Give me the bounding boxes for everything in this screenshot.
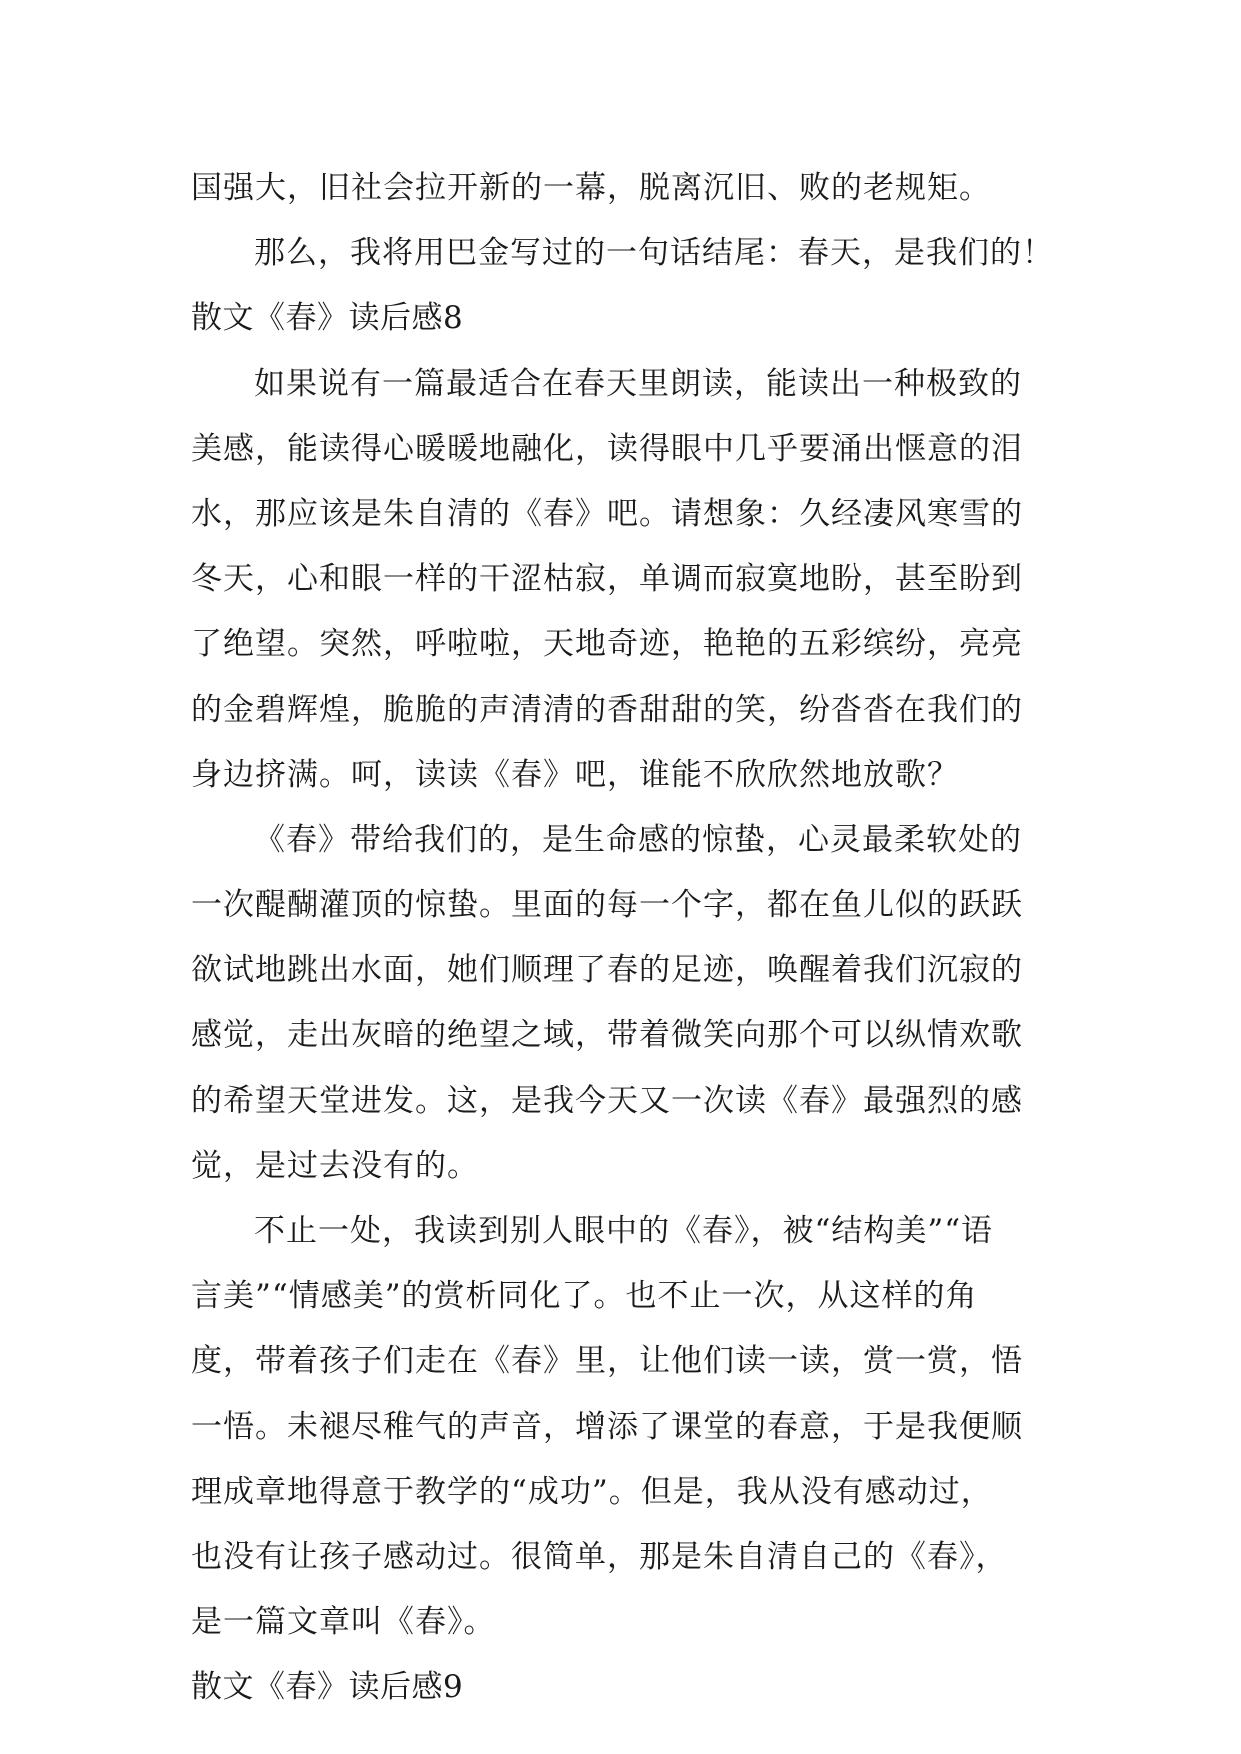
document-body [191,156,1054,1721]
paragraph-line: 的金碧辉煌，脆脆的声清清的香甜甜的笑，纷沓沓在我们的 [191,691,1023,728]
paragraph-line: 的希望天堂进发。这，是我今天又一次读《春》最强烈的感 [191,1082,1023,1119]
paragraph-line: 冬天，心和眼一样的干涩枯寂，单调而寂寞地盼，甚至盼到 [191,561,1023,598]
paragraph-line: 如果说有一篇最适合在春天里朗读，能读出一种极致的 [254,365,1022,402]
paragraph-line: 国强大，旧社会拉开新的一幕，脱离沉旧、败的老规矩。 [191,170,991,206]
paragraph-line: 度，带着孩子们走在《春》里，让他们读一读，赏一赏，悟 [191,1343,1023,1380]
section-heading: 散文《春》读后感9 [191,1669,464,1706]
paragraph-line: 美感，能读得心暖暖地融化，读得眼中几乎要涌出惬意的泪 [191,430,1023,467]
paragraph-line: 也没有让孩子感动过。很简单，那是朱自清自己的《春》， [191,1538,1008,1575]
paragraph-line: 觉，是过去没有的。 [191,1147,479,1184]
paragraph-line: 欲试地跳出水面，她们顺理了春的足迹，唤醒着我们沉寂的 [191,952,1023,989]
paragraph-line: 不止一处，我读到别人眼中的《春》，被“结构美”“语 [254,1213,994,1249]
paragraph-line: 是一篇文章叫《春》。 [191,1604,496,1641]
paragraph-line: 《春》带给我们的，是生命感的惊蛰，心灵最柔软处的 [254,821,1022,858]
section-heading: 散文《春》读后感8 [191,300,464,337]
paragraph-line: 感觉，走出灰暗的绝望之域，带着微笑向那个可以纵情欢歌 [191,1017,1023,1054]
paragraph-line: 身边挤满。呵，读读《春》吧，谁能不欣欣然地放歌？ [191,756,959,793]
paragraph-line: 那么，我将用巴金写过的一句话结尾：春天，是我们的！ [254,235,1054,272]
paragraph-line: 水，那应该是朱自清的《春》吧。请想象：久经凄风寒雪的 [191,495,1023,532]
paragraph-line: 言美”“情感美”的赏析同化了。也不止一次，从这样的角 [191,1278,978,1315]
paragraph-line: 一次醍醐灌顶的惊蛰。里面的每一个字，都在鱼儿似的跃跃 [191,887,1023,924]
paragraph-line: 理成章地得意于教学的“成功”。但是，我从没有感动过， [191,1473,993,1510]
paragraph-line: 了绝望。突然，呼啦啦，天地奇迹，艳艳的五彩缤纷，亮亮 [191,626,1023,663]
paragraph-line: 一悟。未褪尽稚气的声音，增添了课堂的春意，于是我便顺 [191,1408,1023,1445]
